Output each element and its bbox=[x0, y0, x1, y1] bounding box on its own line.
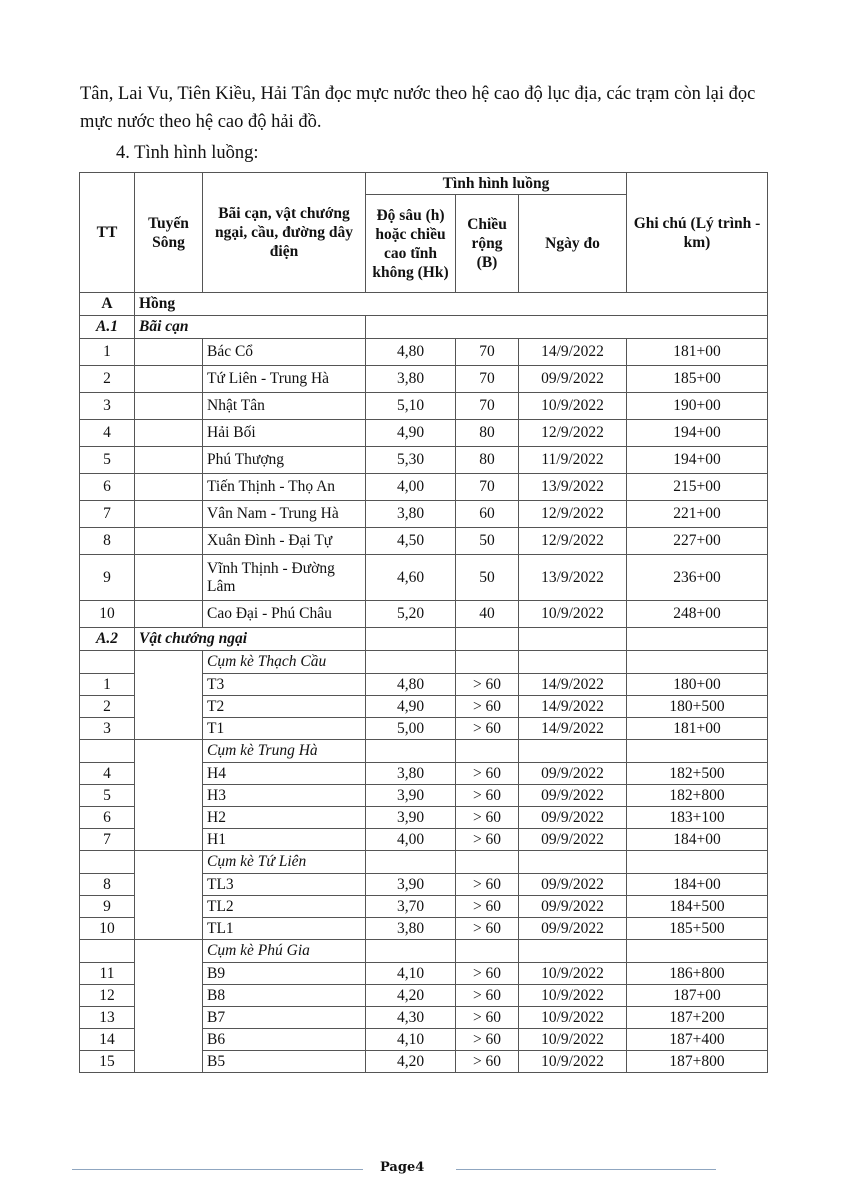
cell-width: > 60 bbox=[456, 807, 519, 829]
header-tt: TT bbox=[80, 173, 135, 293]
cell-width: > 60 bbox=[456, 1007, 519, 1029]
cell-depth: 4,10 bbox=[366, 963, 456, 985]
cell-depth: 3,80 bbox=[366, 918, 456, 940]
cell-depth: 3,80 bbox=[366, 501, 456, 528]
cell-tt: 7 bbox=[80, 829, 135, 851]
cell-km: 221+00 bbox=[627, 501, 768, 528]
cell-date: 10/9/2022 bbox=[519, 1051, 627, 1073]
header-ngay-do: Ngày đo bbox=[519, 195, 627, 293]
cell-width: 50 bbox=[456, 555, 519, 601]
cell-width: 70 bbox=[456, 474, 519, 501]
cell-name: H2 bbox=[203, 807, 366, 829]
cell-km: 190+00 bbox=[627, 393, 768, 420]
cell-name: Vĩnh Thịnh - Đường Lâm bbox=[203, 555, 366, 601]
cell-depth: 5,00 bbox=[366, 718, 456, 740]
cell-name: Tiến Thịnh - Thọ An bbox=[203, 474, 366, 501]
cell-tt: 9 bbox=[80, 555, 135, 601]
section-heading: 4. Tình hình luồng: bbox=[116, 143, 259, 163]
header-tinh-hinh-luong: Tình hình luồng bbox=[366, 173, 627, 195]
cell-tuyen-song bbox=[135, 447, 203, 474]
cell-width: > 60 bbox=[456, 985, 519, 1007]
cell-name: Tứ Liên - Trung Hà bbox=[203, 366, 366, 393]
cell-width: > 60 bbox=[456, 718, 519, 740]
cell-km: 185+00 bbox=[627, 366, 768, 393]
cell-date: 14/9/2022 bbox=[519, 674, 627, 696]
cell-depth: 5,20 bbox=[366, 601, 456, 628]
cell-depth: 3,90 bbox=[366, 785, 456, 807]
header-tuyen-song: Tuyến Sông bbox=[135, 173, 203, 293]
cell-width: 50 bbox=[456, 528, 519, 555]
header-do-sau: Độ sâu (h) hoặc chiều cao tĩnh không (Hk) bbox=[366, 195, 456, 293]
table-row bbox=[80, 447, 768, 474]
cell-tt: 1 bbox=[80, 674, 135, 696]
cell-name: Nhật Tân bbox=[203, 393, 366, 420]
cell-depth: 3,70 bbox=[366, 896, 456, 918]
cell-km: 187+00 bbox=[627, 985, 768, 1007]
channel-status-table bbox=[79, 172, 768, 1073]
cell-tt: 1 bbox=[80, 339, 135, 366]
table-row bbox=[80, 501, 768, 528]
cell-tt: 5 bbox=[80, 447, 135, 474]
cell-depth: 4,00 bbox=[366, 829, 456, 851]
cell-date: 10/9/2022 bbox=[519, 1029, 627, 1051]
cell-depth: 4,50 bbox=[366, 528, 456, 555]
cell-date: 09/9/2022 bbox=[519, 829, 627, 851]
cell-km: 194+00 bbox=[627, 447, 768, 474]
cluster-header-row bbox=[80, 940, 768, 963]
cell-width: > 60 bbox=[456, 763, 519, 785]
table-row bbox=[80, 393, 768, 420]
cell-depth: 5,10 bbox=[366, 393, 456, 420]
section-tt: A.1 bbox=[80, 316, 135, 339]
intro-paragraph: Tân, Lai Vu, Tiên Kiều, Hải Tân đọc mực nước theo hệ cao độ lục địa, các trạm còn lại đọc mực nước theo hệ cao độ hải đồ. bbox=[80, 84, 756, 132]
cluster-name: Cụm kè Trung Hà bbox=[203, 740, 366, 763]
cell-tt: 4 bbox=[80, 420, 135, 447]
cell-name: B6 bbox=[203, 1029, 366, 1051]
cell-depth: 4,90 bbox=[366, 696, 456, 718]
cell-name: Bác Cổ bbox=[203, 339, 366, 366]
cell-name: T1 bbox=[203, 718, 366, 740]
cell-depth: 4,20 bbox=[366, 985, 456, 1007]
cell-date: 09/9/2022 bbox=[519, 763, 627, 785]
cell-name: Xuân Đình - Đại Tự bbox=[203, 528, 366, 555]
cell-depth: 4,00 bbox=[366, 474, 456, 501]
cell-tuyen-song bbox=[135, 651, 203, 740]
cell-tt: 6 bbox=[80, 807, 135, 829]
cell-km: 182+800 bbox=[627, 785, 768, 807]
cell-tt: 2 bbox=[80, 696, 135, 718]
cell-name: H1 bbox=[203, 829, 366, 851]
cell-tt: 3 bbox=[80, 393, 135, 420]
cell-tt: 9 bbox=[80, 896, 135, 918]
cell-date: 14/9/2022 bbox=[519, 339, 627, 366]
cell-width: > 60 bbox=[456, 918, 519, 940]
cell-width: 60 bbox=[456, 501, 519, 528]
cell-depth: 3,80 bbox=[366, 366, 456, 393]
cell-tt: 2 bbox=[80, 366, 135, 393]
cell-date: 13/9/2022 bbox=[519, 474, 627, 501]
cell-km: 187+400 bbox=[627, 1029, 768, 1051]
cell-date: 12/9/2022 bbox=[519, 420, 627, 447]
cluster-name: Cụm kè Phú Gia bbox=[203, 940, 366, 963]
table-row bbox=[80, 528, 768, 555]
cell-tuyen-song bbox=[135, 393, 203, 420]
header-ghi-chu: Ghi chú (Lý trình - km) bbox=[627, 173, 768, 293]
cell-depth: 4,30 bbox=[366, 1007, 456, 1029]
cell-tt: 14 bbox=[80, 1029, 135, 1051]
cell-width: 70 bbox=[456, 393, 519, 420]
cell-km: 187+200 bbox=[627, 1007, 768, 1029]
cell-km: 227+00 bbox=[627, 528, 768, 555]
cell-date: 10/9/2022 bbox=[519, 1007, 627, 1029]
table-row bbox=[80, 420, 768, 447]
table-row bbox=[80, 339, 768, 366]
cell-depth: 4,10 bbox=[366, 1029, 456, 1051]
cell-depth: 3,80 bbox=[366, 763, 456, 785]
cell-name: B9 bbox=[203, 963, 366, 985]
cell-depth: 4,90 bbox=[366, 420, 456, 447]
cell-name: B5 bbox=[203, 1051, 366, 1073]
table-row bbox=[80, 366, 768, 393]
cell-km: 181+00 bbox=[627, 718, 768, 740]
cell-tt: 11 bbox=[80, 963, 135, 985]
cell-width: > 60 bbox=[456, 1051, 519, 1073]
cell-depth: 4,60 bbox=[366, 555, 456, 601]
cell-km: 184+00 bbox=[627, 829, 768, 851]
cell-km: 215+00 bbox=[627, 474, 768, 501]
cell-width: > 60 bbox=[456, 829, 519, 851]
cell-width: > 60 bbox=[456, 963, 519, 985]
cell-width: > 60 bbox=[456, 696, 519, 718]
cell-date: 14/9/2022 bbox=[519, 718, 627, 740]
cell-km: 180+00 bbox=[627, 674, 768, 696]
cell-date: 11/9/2022 bbox=[519, 447, 627, 474]
cell-date: 12/9/2022 bbox=[519, 501, 627, 528]
table-row bbox=[80, 474, 768, 501]
page-footer bbox=[0, 1160, 849, 1180]
cell-km: 236+00 bbox=[627, 555, 768, 601]
cell-depth: 5,30 bbox=[366, 447, 456, 474]
cell-tuyen-song bbox=[135, 366, 203, 393]
cell-km: 248+00 bbox=[627, 601, 768, 628]
header-bai-can: Bãi cạn, vật chướng ngại, cầu, đường dây điện bbox=[203, 173, 366, 293]
cell-tt: 5 bbox=[80, 785, 135, 807]
section-name: Vật chướng ngại bbox=[135, 628, 366, 651]
footer-rule-left bbox=[72, 1169, 363, 1170]
cell-tuyen-song bbox=[135, 501, 203, 528]
cell-tuyen-song bbox=[135, 601, 203, 628]
cell-tt: 15 bbox=[80, 1051, 135, 1073]
cell-name: TL3 bbox=[203, 874, 366, 896]
section-tt: A.2 bbox=[80, 628, 135, 651]
cell-tt: 8 bbox=[80, 874, 135, 896]
cell-name: H4 bbox=[203, 763, 366, 785]
cell-tt: 7 bbox=[80, 501, 135, 528]
cell-km: 184+500 bbox=[627, 896, 768, 918]
cell-depth: 3,90 bbox=[366, 874, 456, 896]
cell-km: 185+500 bbox=[627, 918, 768, 940]
cell-name: TL2 bbox=[203, 896, 366, 918]
cell-name: Hải Bối bbox=[203, 420, 366, 447]
cell-km: 186+800 bbox=[627, 963, 768, 985]
cell-date: 09/9/2022 bbox=[519, 874, 627, 896]
cell-date: 10/9/2022 bbox=[519, 601, 627, 628]
cell-tuyen-song bbox=[135, 528, 203, 555]
cell-width: 70 bbox=[456, 339, 519, 366]
table-row bbox=[80, 601, 768, 628]
cell-km: 194+00 bbox=[627, 420, 768, 447]
section-name: Hồng bbox=[135, 293, 768, 316]
cell-name: B8 bbox=[203, 985, 366, 1007]
cell-date: 09/9/2022 bbox=[519, 785, 627, 807]
cell-date: 09/9/2022 bbox=[519, 366, 627, 393]
cell-tuyen-song bbox=[135, 555, 203, 601]
cell-depth: 4,80 bbox=[366, 339, 456, 366]
cell-width: 70 bbox=[456, 366, 519, 393]
cell-name: TL1 bbox=[203, 918, 366, 940]
cluster-name: Cụm kè Tứ Liên bbox=[203, 851, 366, 874]
cell-tuyen-song bbox=[135, 851, 203, 940]
cell-name: T2 bbox=[203, 696, 366, 718]
cell-tt: 10 bbox=[80, 918, 135, 940]
cell-depth: 4,20 bbox=[366, 1051, 456, 1073]
cell-km: 182+500 bbox=[627, 763, 768, 785]
cell-depth: 4,80 bbox=[366, 674, 456, 696]
cell-width: 80 bbox=[456, 447, 519, 474]
cluster-header-row bbox=[80, 651, 768, 674]
cell-width: > 60 bbox=[456, 674, 519, 696]
cell-depth: 3,90 bbox=[366, 807, 456, 829]
cell-width: > 60 bbox=[456, 896, 519, 918]
footer-rule-right bbox=[456, 1169, 716, 1170]
cell-tt: 6 bbox=[80, 474, 135, 501]
cell-width: > 60 bbox=[456, 1029, 519, 1051]
cell-tuyen-song bbox=[135, 420, 203, 447]
page-number: Page4 bbox=[380, 1160, 425, 1175]
cell-date: 09/9/2022 bbox=[519, 896, 627, 918]
cell-date: 12/9/2022 bbox=[519, 528, 627, 555]
cell-date: 09/9/2022 bbox=[519, 807, 627, 829]
cell-km: 181+00 bbox=[627, 339, 768, 366]
header-chieu-rong: Chiều rộng (B) bbox=[456, 195, 519, 293]
cell-km: 183+100 bbox=[627, 807, 768, 829]
cell-tt: 3 bbox=[80, 718, 135, 740]
cell-name: Phú Thượng bbox=[203, 447, 366, 474]
cell-width: > 60 bbox=[456, 785, 519, 807]
cell-width: 40 bbox=[456, 601, 519, 628]
cell-name: B7 bbox=[203, 1007, 366, 1029]
cell-tuyen-song bbox=[135, 339, 203, 366]
cluster-name: Cụm kè Thạch Cầu bbox=[203, 651, 366, 674]
table-row bbox=[80, 555, 768, 601]
cell-name: Vân Nam - Trung Hà bbox=[203, 501, 366, 528]
cell-name: Cao Đại - Phú Châu bbox=[203, 601, 366, 628]
cell-width: > 60 bbox=[456, 874, 519, 896]
cell-tuyen-song bbox=[135, 740, 203, 851]
cell-km: 184+00 bbox=[627, 874, 768, 896]
cell-tt: 10 bbox=[80, 601, 135, 628]
cell-km: 180+500 bbox=[627, 696, 768, 718]
section-row-a bbox=[80, 293, 768, 316]
section-tt: A bbox=[80, 293, 135, 316]
cluster-header-row bbox=[80, 851, 768, 874]
cluster-header-row bbox=[80, 740, 768, 763]
cell-tt: 13 bbox=[80, 1007, 135, 1029]
cell-km: 187+800 bbox=[627, 1051, 768, 1073]
cell-date: 10/9/2022 bbox=[519, 985, 627, 1007]
cell-tt: 8 bbox=[80, 528, 135, 555]
cell-name: T3 bbox=[203, 674, 366, 696]
cell-date: 14/9/2022 bbox=[519, 696, 627, 718]
section-row-a2 bbox=[80, 628, 768, 651]
cell-date: 10/9/2022 bbox=[519, 393, 627, 420]
cell-date: 10/9/2022 bbox=[519, 963, 627, 985]
cell-tt: 12 bbox=[80, 985, 135, 1007]
cell-tt: 4 bbox=[80, 763, 135, 785]
cell-tuyen-song bbox=[135, 940, 203, 1073]
cell-date: 13/9/2022 bbox=[519, 555, 627, 601]
cell-name: H3 bbox=[203, 785, 366, 807]
section-name: Bãi cạn bbox=[135, 316, 366, 339]
section-row-a1 bbox=[80, 316, 768, 339]
cell-tuyen-song bbox=[135, 474, 203, 501]
cell-date: 09/9/2022 bbox=[519, 918, 627, 940]
cell-width: 80 bbox=[456, 420, 519, 447]
